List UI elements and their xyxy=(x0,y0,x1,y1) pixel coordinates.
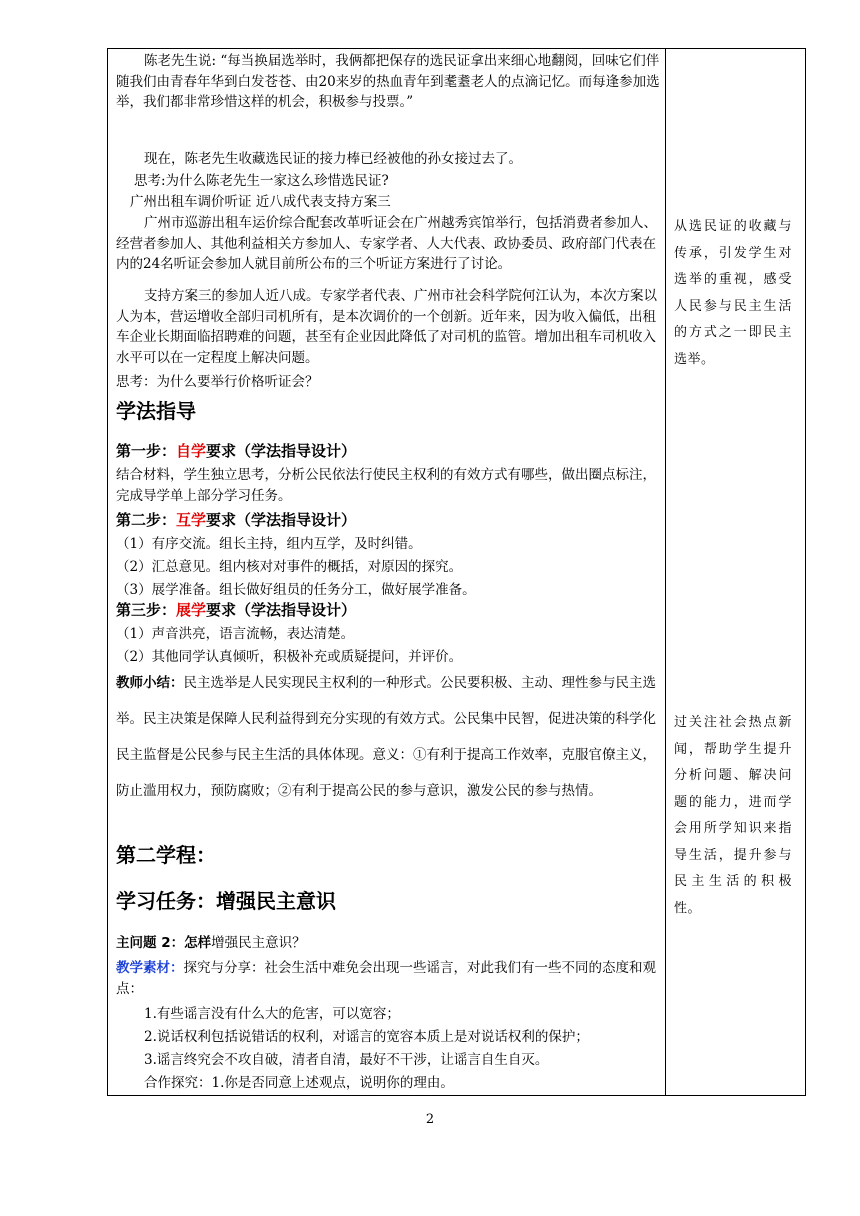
teaching-material: 教学素材：探究与分享：社会生活中难免会出现一些谣言，对此我们有一些不同的态度和观点： xyxy=(116,960,656,997)
main-question: 主问题 2：怎样增强民主意识？ xyxy=(116,935,306,951)
story-paragraph: 陈老先生说: “每当换届选举时，我俩都把保存的选民证拿出来细心地翻阅，回味它们伴随我们由青春年华到白发苍苍、由20来岁的热血青年到耄耋老人的点滴记忆。而每逢参加选举，我们都非常珍惜这样的机会，积极参与投票。” xyxy=(116,53,660,110)
design-note-2: 过关注社会热点新闻，帮助学生提升分析问题、解决问题的能力，进而学会用所学知识来指导生活，提升参与民主生活的积极性。 xyxy=(674,715,792,916)
step2-item: （2）汇总意见。组内核对对事件的概括，对原因的探究。 xyxy=(116,559,463,575)
step3-heading: 第三步：展学要求（学法指导设计） xyxy=(116,601,357,619)
step3-item: （1）声音洪亮，语言流畅，表达清楚。 xyxy=(116,626,355,642)
news-paragraph-2: 支持方案三的参加人近八成。专家学者代表、广州市社会科学院何江认为，本次方案以人为本，营运增收全部归司机所有，是本次调价的一个创新。近年来，因为收入偏低，出租车企业长期面临招聘难的问题，甚至有企业因此降低了对司机的监管。增加出租车司机收入水平可以在一定程度上解决问题。 xyxy=(116,288,657,366)
think-question-1: 思考:为什么陈老先生一家这么珍惜选民证? xyxy=(134,173,389,189)
news-paragraph-1: 广州市巡游出租车运价综合配套改革听证会在广州越秀宾馆举行，包括消费者参加人、经营者参加人、其他利益相关方参加人、专家学者、人大代表、政协委员、政府部门代表在内的24名听证会参加人就目前所公布的三个听证方案进行了讨论。 xyxy=(116,215,657,272)
step1-text: 结合材料，学生独立思考，分析公民依法行使民主权利的有效方式有哪些，做出圈点标注，完成导学单上部分学习任务。 xyxy=(116,467,656,504)
design-note-1: 从选民证的收藏与传承，引发学生对选举的重视，感受人民参与民主生活的方式之一即民主选举。 xyxy=(674,219,792,367)
think-question-2: 思考：为什么要举行价格听证会？ xyxy=(116,374,319,390)
view-item: 2.说话权利包括说错话的权利，对谣言的宽容本质上是对说话权利的保护； xyxy=(144,1029,589,1045)
step3-item: （2）其他同学认真倾听，积极补充或质疑提问，并评价。 xyxy=(116,649,463,665)
view-item: 1.有些谣言没有什么大的危害，可以宽容； xyxy=(144,1006,400,1022)
step2-item: （1）有序交流。组长主持，组内互学，及时纠错。 xyxy=(116,536,422,552)
cooperative-inquiry: 合作探究：1.你是否同意上述观点，说明你的理由。 xyxy=(144,1075,454,1091)
column-divider xyxy=(665,49,666,1095)
heading-task: 学习任务：增强民主意识 xyxy=(116,889,336,913)
step1-heading: 第一步：自学要求（学法指导设计） xyxy=(116,442,357,460)
news-headline: 广州出租车调价听证 近八成代表支持方案三 xyxy=(130,194,391,210)
step2-heading: 第二步：互学要求（学法指导设计） xyxy=(116,511,357,529)
page-number: 2 xyxy=(425,1112,435,1127)
step2-item: （3）展学准备。组长做好组员的任务分工，做好展学准备。 xyxy=(116,582,476,598)
view-item: 3.谣言终究会不攻自破，清者自清，最好不干涉，让谣言自生自灭。 xyxy=(144,1052,549,1068)
heading-method: 学法指导 xyxy=(116,399,196,423)
teacher-summary: 教师小结：民主选举是人民实现民主权利的一种形式。公民要积极、主动、理性参与民主选举。民主决策是保障人民利益得到充分实现的有效方式。公民集中民智，促进决策的科学化民主监督是公民参与民主生活的具体体现。意义：①有利于提高工作效率，克服官僚主义，防止滥用权力，预防腐败；②有利于提高公民的参与意识，激发公民的参与热情。 xyxy=(116,675,656,799)
lesson-table xyxy=(107,48,806,1096)
story-paragraph-2: 现在，陈老先生收藏选民证的接力棒已经被他的孙女接过去了。 xyxy=(144,151,522,167)
heading-process: 第二学程： xyxy=(116,843,216,867)
